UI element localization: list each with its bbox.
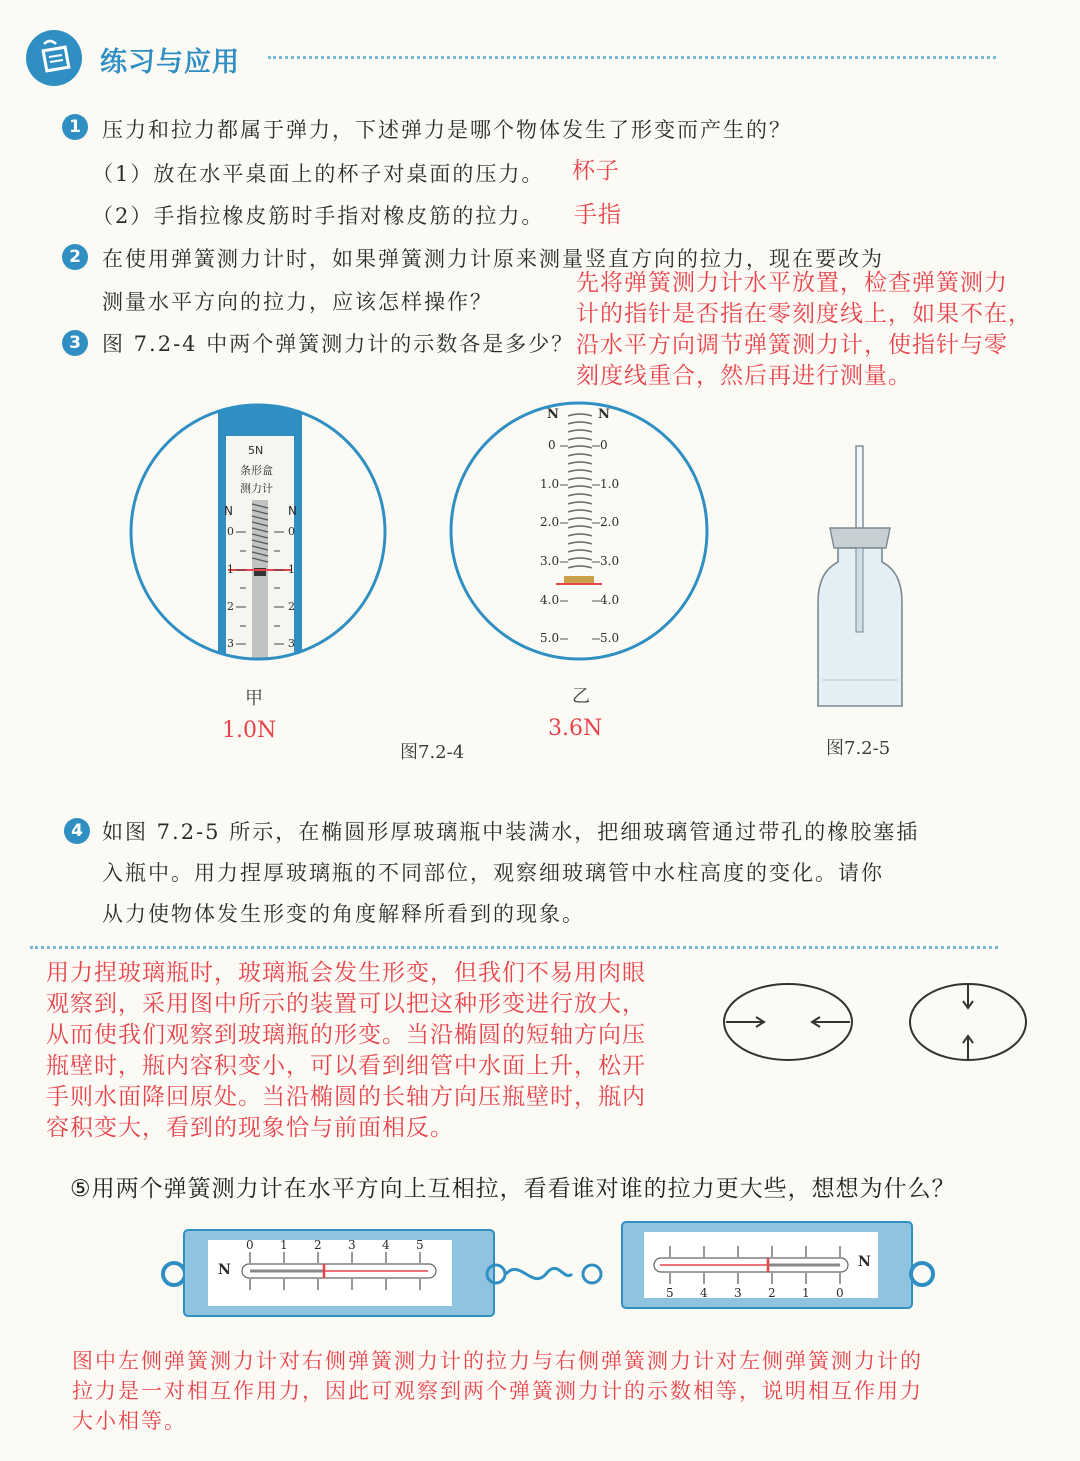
question-number-3: 3 xyxy=(62,330,88,356)
question-number-4: 4 xyxy=(64,818,90,844)
left-scale-tick-3: 3 xyxy=(348,1238,356,1252)
yi-tick-right-0: 0 xyxy=(600,438,608,452)
right-scale-tick-2: 2 xyxy=(768,1286,776,1300)
jia-tick-1: 1 xyxy=(227,563,234,576)
q4-answer-line: 观察到，采用图中所示的装置可以把这种形变进行放大， xyxy=(46,991,646,1017)
q4-answer-line: 瓶壁时，瓶内容积变小，可以看到细管中水面上升，松开 xyxy=(46,1053,646,1079)
left-scale-tick-5: 5 xyxy=(416,1238,424,1252)
yi-tick-right-2: 2.0 xyxy=(600,515,620,529)
yi-label: 乙 xyxy=(572,686,590,707)
glass-bottle-figure xyxy=(808,444,912,712)
jia-cap2: 条形盒 xyxy=(240,464,273,477)
question-2-answer-line1: 先将弹簧测力计水平放置，检查弹簧测力 xyxy=(576,270,1008,296)
right-scale-tick-5: 5 xyxy=(666,1286,674,1300)
question-1-sub2: （2）手指拉橡皮筋时手指对橡皮筋的拉力。 xyxy=(92,204,545,228)
jia-answer: 1.0N xyxy=(222,718,277,743)
question-2-line1: 在使用弹簧测力计时，如果弹簧测力计原来测量竖直方向的拉力，现在要改为 xyxy=(102,247,884,271)
jia-tick-3-r: 3 xyxy=(288,637,295,650)
question-1-answer-1: 杯子 xyxy=(572,158,620,184)
question-2-answer-line4: 刻度线重合，然后再进行测量。 xyxy=(576,363,912,389)
jia-tick-0: 0 xyxy=(227,525,234,538)
question-2-answer-line2: 计的指针是否指在零刻度线上，如果不在， xyxy=(576,301,1032,327)
jia-cap3: 测力计 xyxy=(240,482,273,495)
q4-answer-line: 用力捏玻璃瓶时，玻璃瓶会发生形变，但我们不易用肉眼 xyxy=(46,960,646,986)
figure-7-2-5-caption: 图7.2-5 xyxy=(826,738,891,759)
jia-tick-2-r: 2 xyxy=(288,600,295,613)
ellipse-long-axis xyxy=(724,984,852,1060)
ellipse-short-axis xyxy=(910,984,1026,1060)
jia-label: 甲 xyxy=(245,688,263,709)
yi-answer: 3.6N xyxy=(548,716,603,741)
right-scale-tick-0: 0 xyxy=(836,1286,844,1300)
question-2-line2: 测量水平方向的拉力，应该怎样操作？ xyxy=(102,290,493,314)
question-1-answer-2: 手指 xyxy=(574,202,622,228)
yi-tick-left-1: 1.0 xyxy=(540,477,560,491)
two-spring-scales-figure xyxy=(160,1218,940,1318)
header-divider xyxy=(268,56,996,59)
spring-scale-jia-figure xyxy=(128,400,392,670)
right-scale-tick-3: 3 xyxy=(734,1286,742,1300)
left-spring-scale xyxy=(163,1230,505,1316)
q4-answer-line: 容积变大，看到的现象恰与前面相反。 xyxy=(46,1115,454,1141)
section-title: 练习与应用 xyxy=(100,47,240,78)
left-scale-tick-1: 1 xyxy=(280,1238,288,1252)
question-4-line2: 入瓶中。用力捏厚玻璃瓶的不同部位，观察细玻璃管中水柱高度的变化。请你 xyxy=(102,861,884,885)
jia-tick-2: 2 xyxy=(227,600,234,613)
notebook-icon xyxy=(26,30,82,86)
jia-unit-right: N xyxy=(288,504,297,518)
left-scale-unit: N xyxy=(218,1262,231,1278)
question-2-answer-line3: 沿水平方向调节弹簧测力计，使指针与零 xyxy=(576,332,1008,358)
yi-unit-right: N xyxy=(598,407,610,422)
right-scale-tick-1: 1 xyxy=(802,1286,810,1300)
left-scale-tick-0: 0 xyxy=(246,1238,254,1252)
figure-7-2-4-caption: 图7.2-4 xyxy=(400,742,465,763)
connecting-hook xyxy=(506,1268,572,1278)
q5-answer-line: 拉力是一对相互作用力，因此可观察到两个弹簧测力计的示数相等，说明相互作用力 xyxy=(72,1379,923,1403)
yi-tick-left-3: 3.0 xyxy=(540,554,560,568)
question-4-answer xyxy=(46,958,706,1144)
yi-tick-left-0: 0 xyxy=(548,438,556,452)
spring-scale-yi-figure xyxy=(446,398,712,664)
q5-answer-line: 大小相等。 xyxy=(72,1409,187,1433)
right-scale-tick-4: 4 xyxy=(700,1286,708,1300)
question-number-1: 1 xyxy=(62,114,88,140)
yi-tick-right-4: 4.0 xyxy=(600,593,620,607)
question-1-text: 压力和拉力都属于弹力，下述弹力是哪个物体发生了形变而产生的？ xyxy=(102,118,792,142)
question-3-text: 图 7.2-4 中两个弹簧测力计的示数各是多少？ xyxy=(102,332,575,356)
question-5-answer xyxy=(72,1346,1062,1436)
question-number-2: 2 xyxy=(62,244,88,270)
right-spring-scale xyxy=(583,1222,933,1308)
jia-tick-3: 3 xyxy=(227,637,234,650)
yi-tick-left-4: 4.0 xyxy=(540,593,560,607)
left-scale-tick-2: 2 xyxy=(314,1238,322,1252)
question-5-text: ⑤用两个弹簧测力计在水平方向上互相拉，看看谁对谁的拉力更大些，想想为什么？ xyxy=(70,1176,956,1202)
q5-answer-line: 图中左侧弹簧测力计对右侧弹簧测力计的拉力与右侧弹簧测力计对左侧弹簧测力计的 xyxy=(72,1349,923,1373)
q4-answer-line: 手则水面降回原处。当沿椭圆的长轴方向压瓶壁时，瓶内 xyxy=(46,1084,646,1110)
question-4-line1: 如图 7.2-5 所示，在椭圆形厚玻璃瓶中装满水，把细玻璃管通过带孔的橡胶塞插 xyxy=(102,820,920,844)
yi-tick-left-2: 2.0 xyxy=(540,515,560,529)
yi-tick-right-1: 1.0 xyxy=(600,477,620,491)
right-scale-unit: N xyxy=(858,1254,871,1270)
question-4-line3: 从力使物体发生形变的角度解释所看到的现象。 xyxy=(102,902,585,926)
yi-tick-right-5: 5.0 xyxy=(600,631,620,645)
yi-tick-left-5: 5.0 xyxy=(540,631,560,645)
answer-divider xyxy=(30,946,998,949)
yi-tick-right-3: 3.0 xyxy=(600,554,620,568)
jia-unit-left: N xyxy=(224,504,233,518)
jia-cap1: 5N xyxy=(248,444,264,457)
ellipse-diagrams xyxy=(716,974,1036,1070)
q4-answer-line: 从而使我们观察到玻璃瓶的形变。当沿椭圆的短轴方向压 xyxy=(46,1022,646,1048)
header-icon-badge xyxy=(26,30,82,86)
jia-tick-0-r: 0 xyxy=(288,525,295,538)
left-scale-tick-4: 4 xyxy=(382,1238,390,1252)
yi-unit-left: N xyxy=(547,407,559,422)
question-1-sub1: （1）放在水平桌面上的杯子对桌面的压力。 xyxy=(92,162,545,186)
jia-tick-1-r: 1 xyxy=(288,563,295,576)
